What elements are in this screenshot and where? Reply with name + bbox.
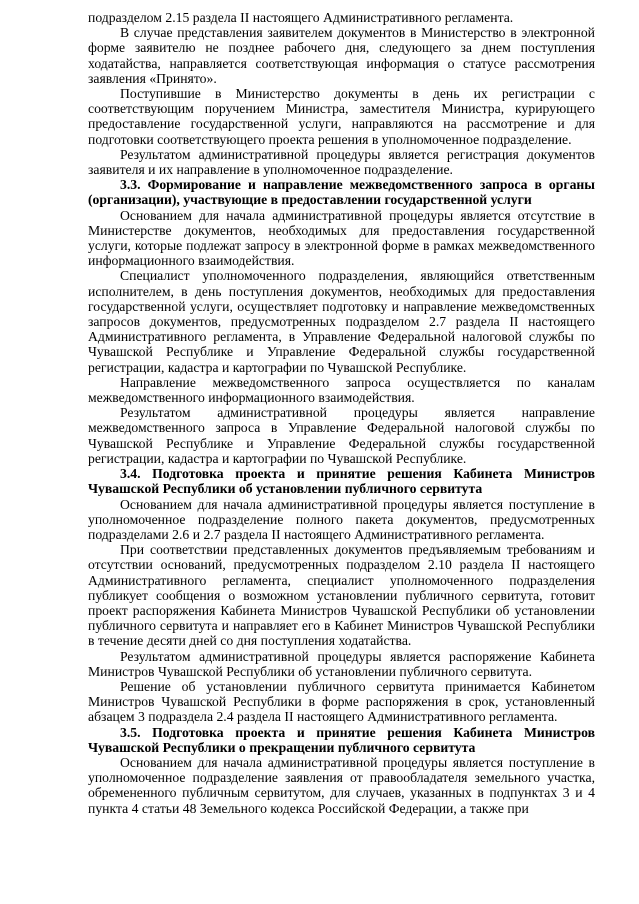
paragraph: Решение об установлении публичного сервитута принимается Кабинетом Министров Чувашской Республики в форме распоряжения в срок, установленный абзацем 3 подраздела 2.4 раздела II настоящего Административного регламента.: [88, 678, 595, 725]
paragraph: Основанием для начала административной процедуры является отсутствие в Министерстве документов, необходимых для предоставления государственной услуги, которые подлежат запросу в электронной форме в рамках межведомственного информационного взаимодействия.: [88, 207, 595, 269]
paragraph: При соответствии представленных документов предъявляемым требованиям и отсутствии оснований, предусмотренных подразделом 2.10 раздела II настоящего Административного регламента, специалист уполномоченного подразделения публикует сообщения о возможном установлении публичного сервитута, готовит проект распоряжения Кабинета Министров Чувашской Республики об установлении публичного сервитута и направляет его в Кабинет Министров Чувашской Республики в течение десяти дней со дня поступления ходатайства.: [88, 542, 595, 649]
paragraph: Результатом административной процедуры является распоряжение Кабинета Министров Чувашской Республики об установлении публичного сервитута.: [88, 648, 595, 679]
section-heading-3-4: 3.4. Подготовка проекта и принятие решения Кабинета Министров Чувашской Республики об установлении публичного сервитута: [88, 466, 595, 497]
paragraph: Результатом административной процедуры является направление межведомственного запроса в Управление Федеральной налоговой службы по Чувашской Республике и Управление Федеральной службы государственной регистрации, кадастра и картографии по Чувашской Республике.: [88, 405, 595, 466]
section-heading-3-3: 3.3. Формирование и направление межведомственного запроса в органы (организации), участвующие в предоставлении государственной услуги: [88, 177, 595, 208]
paragraph: Основанием для начала административной процедуры является поступление в уполномоченное подразделение полного пакета документов, предусмотренных подразделами 2.6 и 2.7 раздела II настоящего Административного регламента.: [88, 496, 595, 542]
paragraph: Направление межведомственного запроса осуществляется по каналам межведомственного информационного взаимодействия.: [88, 374, 595, 406]
paragraph: В случае представления заявителем документов в Министерство в электронной форме заявителю не позднее рабочего дня, следующего за днем поступления ходатайства, направляется соответствующая информация о статусе рассмотрения заявления «Принято».: [88, 25, 595, 86]
paragraph: Специалист уполномоченного подразделения, являющийся ответственным исполнителем, в день поступления документов, необходимых для предоставления государственной услуги, осуществляет подготовку и направление межведомственных запросов документов, предусмотренных подразделом 2.7 раздела II настоящего Административного регламента, в Управление Федеральной налоговой службы по Чувашской Республике и Управление Федеральной службы государственной регистрации, кадастра и картографии по Чувашской Республике.: [88, 268, 595, 375]
paragraph-continuation: подразделом 2.15 раздела II настоящего Административного регламента.: [88, 10, 514, 25]
section-heading-3-5: 3.5. Подготовка проекта и принятие решения Кабинета Министров Чувашской Республики о прекращении публичного сервитута: [88, 724, 595, 755]
paragraph: Поступившие в Министерство документы в день их регистрации с соответствующим поручением Министра, заместителя Министра, курирующего предоставление государственной услуги, направляются на рассмотрение и для подготовки соответствующего проекта решения в уполномоченное подразделение.: [88, 86, 595, 147]
paragraph: Основанием для начала административной процедуры является поступление в уполномоченное подразделение заявления от правообладателя земельного участка, обремененного публичным сервитутом, для случаев, указанных в подпунктах 3 и 4 пункта 4 статьи 48 Земельного кодекса Российской Федерации, а также при: [88, 754, 595, 816]
paragraph: Результатом административной процедуры является регистрация документов заявителя и их направление в уполномоченное подразделение.: [88, 146, 595, 178]
